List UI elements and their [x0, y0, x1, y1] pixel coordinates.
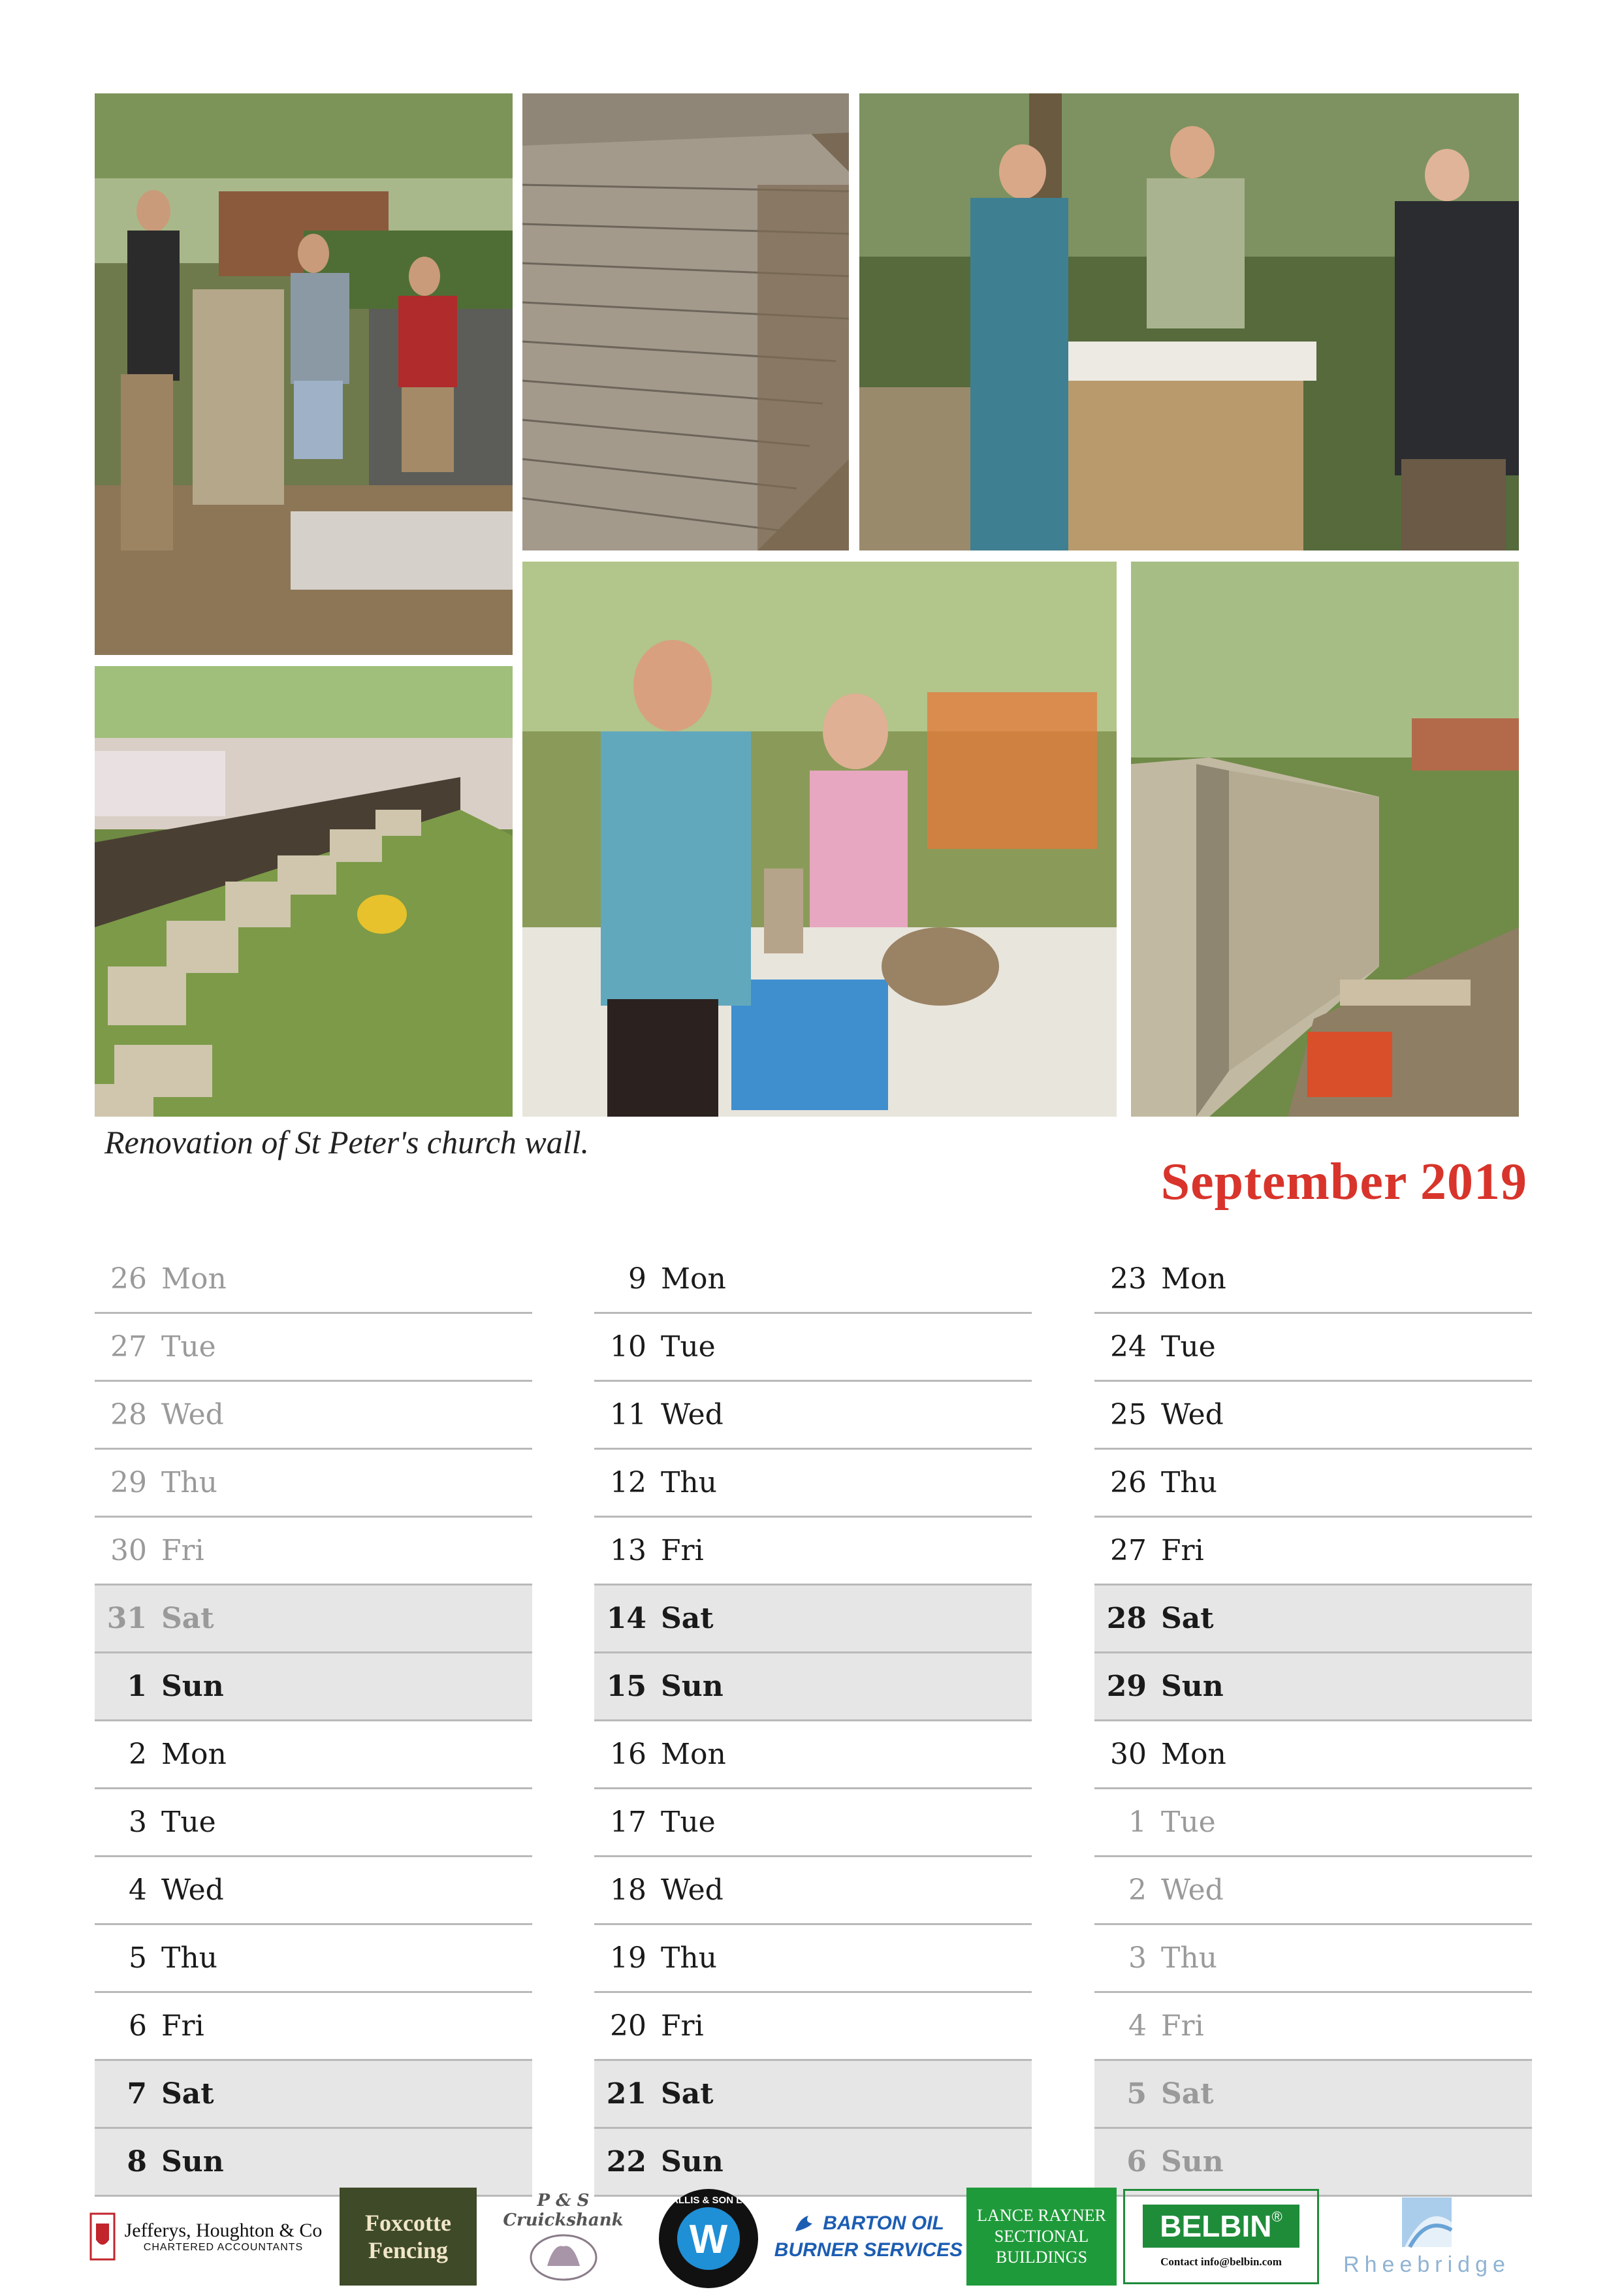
sponsor-cruickshank: [486, 2188, 640, 2286]
day-number: 5: [129, 1941, 147, 1975]
day-name: Mon: [661, 1262, 726, 1296]
calendar-day-row: [594, 1857, 1032, 1925]
calendar-day-row: [594, 1518, 1032, 1586]
calendar-day-row: [594, 1789, 1032, 1857]
photo-volunteers-at-wall: [95, 93, 513, 655]
calendar-day-row: [95, 1789, 532, 1857]
day-number: 1: [1128, 1806, 1147, 1839]
day-number: 28: [1106, 1602, 1147, 1635]
day-name: Mon: [161, 1738, 227, 1771]
calendar-day-row: [594, 1450, 1032, 1518]
day-number: 11: [610, 1398, 646, 1431]
day-number: 30: [1110, 1738, 1147, 1771]
calendar-day-row: [95, 1925, 532, 1993]
lance-line2: SECTIONAL: [994, 2227, 1089, 2246]
day-name: Wed: [1161, 1398, 1224, 1431]
calendar-day-row: [1094, 1450, 1532, 1518]
sponsor-rheebridge: [1329, 2188, 1525, 2286]
day-number: 26: [110, 1262, 147, 1296]
sponsor-bar: [0, 2181, 1624, 2296]
day-number: 23: [1110, 1262, 1147, 1296]
day-name: Wed: [161, 1398, 224, 1431]
photo-couple-chipping-bricks: [522, 562, 1117, 1117]
calendar-day-row: [1094, 1246, 1532, 1314]
calendar-day-row: [1094, 1653, 1532, 1721]
wallis-logo-icon: [656, 2186, 761, 2291]
calendar-day-row: [95, 1450, 532, 1518]
day-name: Tue: [161, 1806, 216, 1839]
calendar-day-row: [594, 2061, 1032, 2129]
wallis-ring-text: WALLIS & SON LTD: [662, 2195, 755, 2206]
belbin-registered-mark: ®: [1271, 2208, 1282, 2225]
calendar-day-row: [594, 1993, 1032, 2061]
day-number: 19: [610, 1941, 646, 1975]
sponsor-belbin: [1123, 2189, 1319, 2284]
day-number: 29: [1106, 1670, 1147, 1703]
flame-icon: [793, 2212, 819, 2235]
sponsor-wallis-son: [656, 2186, 761, 2291]
day-number: 8: [127, 2145, 147, 2178]
sponsor-foxcotte-fencing: [340, 2188, 477, 2286]
day-number: 21: [606, 2077, 646, 2111]
day-number: 25: [1110, 1398, 1147, 1431]
day-number: 6: [129, 2009, 147, 2043]
day-number: 3: [1128, 1941, 1147, 1975]
lance-line1: LANCE RAYNER: [977, 2206, 1106, 2225]
day-name: Thu: [161, 1466, 218, 1499]
calendar-day-row: [95, 1314, 532, 1382]
calendar-day-row: [1094, 1993, 1532, 2061]
calendar-day-row: [95, 1382, 532, 1450]
day-number: 26: [1110, 1466, 1147, 1499]
calendar-column-1: [95, 1246, 532, 2197]
day-name: Thu: [661, 1466, 718, 1499]
day-name: Mon: [161, 1262, 227, 1296]
day-name: Sun: [1161, 2145, 1224, 2178]
day-name: Mon: [1161, 1738, 1226, 1771]
day-name: Tue: [161, 1330, 216, 1363]
calendar-day-row: [594, 1314, 1032, 1382]
day-name: Tue: [1161, 1806, 1216, 1839]
day-number: 16: [610, 1738, 646, 1771]
day-number: 5: [1126, 2077, 1147, 2111]
foxcotte-line1: Foxcotte: [365, 2210, 451, 2236]
day-name: Mon: [1161, 1262, 1226, 1296]
day-name: Thu: [1161, 1941, 1218, 1975]
day-number: 20: [610, 2009, 646, 2043]
day-number: 7: [127, 2077, 147, 2111]
calendar-day-row: [1094, 1314, 1532, 1382]
calendar-day-row: [1094, 1925, 1532, 1993]
day-name: Mon: [661, 1738, 726, 1771]
wallis-letter: W: [689, 2217, 728, 2262]
sponsor-lance-rayner: [966, 2188, 1117, 2286]
day-name: Wed: [661, 1873, 724, 1907]
calendar-day-row: [594, 1721, 1032, 1789]
calendar-day-row: [1094, 1586, 1532, 1653]
jefferys-subtitle: CHARTERED ACCOUNTANTS: [143, 2242, 304, 2253]
day-name: Fri: [161, 1534, 204, 1567]
day-number: 9: [628, 1262, 646, 1296]
day-number: 18: [610, 1873, 646, 1907]
day-name: Sat: [1161, 1602, 1214, 1635]
day-name: Sat: [161, 1602, 214, 1635]
day-name: Wed: [1161, 1873, 1224, 1907]
day-name: Sun: [661, 1670, 724, 1703]
rheebridge-name: Rheebridge: [1343, 2252, 1510, 2277]
calendar-column-2: [594, 1246, 1032, 2197]
day-name: Sun: [1161, 1670, 1224, 1703]
barton-line2: BURNER SERVICES: [774, 2239, 963, 2261]
calendar-day-row: [1094, 1382, 1532, 1450]
day-name: Thu: [661, 1941, 718, 1975]
day-number: 22: [606, 2145, 646, 2178]
day-number: 2: [1128, 1873, 1147, 1907]
calendar-day-row: [95, 1586, 532, 1653]
calendar-day-row: [95, 1246, 532, 1314]
day-name: Sat: [661, 2077, 714, 2111]
day-number: 10: [610, 1330, 646, 1363]
day-number: 1: [127, 1670, 147, 1703]
day-name: Sun: [661, 2145, 724, 2178]
day-number: 3: [129, 1806, 147, 1839]
sponsor-barton-oil: [771, 2194, 966, 2279]
day-name: Tue: [661, 1330, 716, 1363]
photo-brick-rows-trench: [95, 666, 513, 1117]
barton-line1: BARTON OIL: [823, 2212, 944, 2234]
calendar-day-row: [95, 1721, 532, 1789]
day-name: Sat: [661, 1602, 714, 1635]
day-number: 17: [610, 1806, 646, 1839]
day-name: Sat: [1161, 2077, 1214, 2111]
day-name: Thu: [1161, 1466, 1218, 1499]
calendar-day-row: [95, 1993, 532, 2061]
calendar-day-row: [594, 1653, 1032, 1721]
day-name: Sun: [161, 1670, 224, 1703]
jefferys-crest-icon: [89, 2210, 116, 2263]
day-name: Fri: [661, 1534, 704, 1567]
day-name: Tue: [661, 1806, 716, 1839]
day-number: 27: [1110, 1534, 1147, 1567]
rheebridge-logo-icon: [1401, 2196, 1453, 2248]
day-number: 29: [110, 1466, 147, 1499]
day-number: 4: [129, 1873, 147, 1907]
day-number: 27: [110, 1330, 147, 1363]
day-number: 14: [606, 1602, 646, 1635]
day-number: 2: [129, 1738, 147, 1771]
photo-men-cleaning-bricks: [859, 93, 1519, 550]
calendar-column-3: [1094, 1246, 1532, 2197]
day-name: Fri: [1161, 1534, 1204, 1567]
day-number: 31: [106, 1602, 147, 1635]
cruickshank-name: P & S Cruickshank: [503, 2191, 624, 2230]
calendar-day-row: [1094, 1518, 1532, 1586]
calendar-day-row: [1094, 2061, 1532, 2129]
calendar-day-row: [95, 1518, 532, 1586]
day-name: Fri: [661, 2009, 704, 2043]
day-name: Fri: [161, 2009, 204, 2043]
calendar-day-row: [95, 1653, 532, 1721]
sponsor-jefferys-houghton: [85, 2194, 326, 2279]
foxcotte-line2: Fencing: [368, 2237, 448, 2263]
day-number: 28: [110, 1398, 147, 1431]
day-name: Wed: [161, 1873, 224, 1907]
calendar-day-row: [1094, 1789, 1532, 1857]
lance-line3: BUILDINGS: [995, 2248, 1088, 2267]
day-name: Thu: [161, 1941, 218, 1975]
calendar-day-row: [95, 1857, 532, 1925]
calendar-day-row: [95, 2061, 532, 2129]
calendar-day-row: [1094, 1857, 1532, 1925]
calendar-day-row: [594, 1925, 1032, 1993]
belbin-name: BELBIN: [1160, 2209, 1272, 2243]
day-number: 24: [1110, 1330, 1147, 1363]
day-name: Tue: [1161, 1330, 1216, 1363]
belbin-contact: Contact info@belbin.com: [1160, 2256, 1282, 2268]
photo-rebuilt-wall: [1131, 562, 1519, 1117]
day-name: Sun: [161, 2145, 224, 2178]
day-name: Sat: [161, 2077, 214, 2111]
day-name: Fri: [1161, 2009, 1204, 2043]
calendar-day-row: [594, 1586, 1032, 1653]
month-title: September 2019: [1160, 1153, 1527, 1211]
calendar-day-row: [1094, 1721, 1532, 1789]
day-number: 13: [610, 1534, 646, 1567]
cruickshank-crest-icon: [528, 2230, 599, 2282]
day-number: 12: [610, 1466, 646, 1499]
day-name: Wed: [661, 1398, 724, 1431]
day-number: 15: [606, 1670, 646, 1703]
day-number: 6: [1126, 2145, 1147, 2178]
photo-caption: Renovation of St Peter's church wall.: [104, 1124, 590, 1160]
day-number: 30: [110, 1534, 147, 1567]
calendar-day-row: [594, 1246, 1032, 1314]
calendar-day-row: [594, 1382, 1032, 1450]
photo-brick-stack: [522, 93, 849, 550]
day-number: 4: [1128, 2009, 1147, 2043]
jefferys-name: Jefferys, Houghton & Co: [124, 2220, 323, 2241]
